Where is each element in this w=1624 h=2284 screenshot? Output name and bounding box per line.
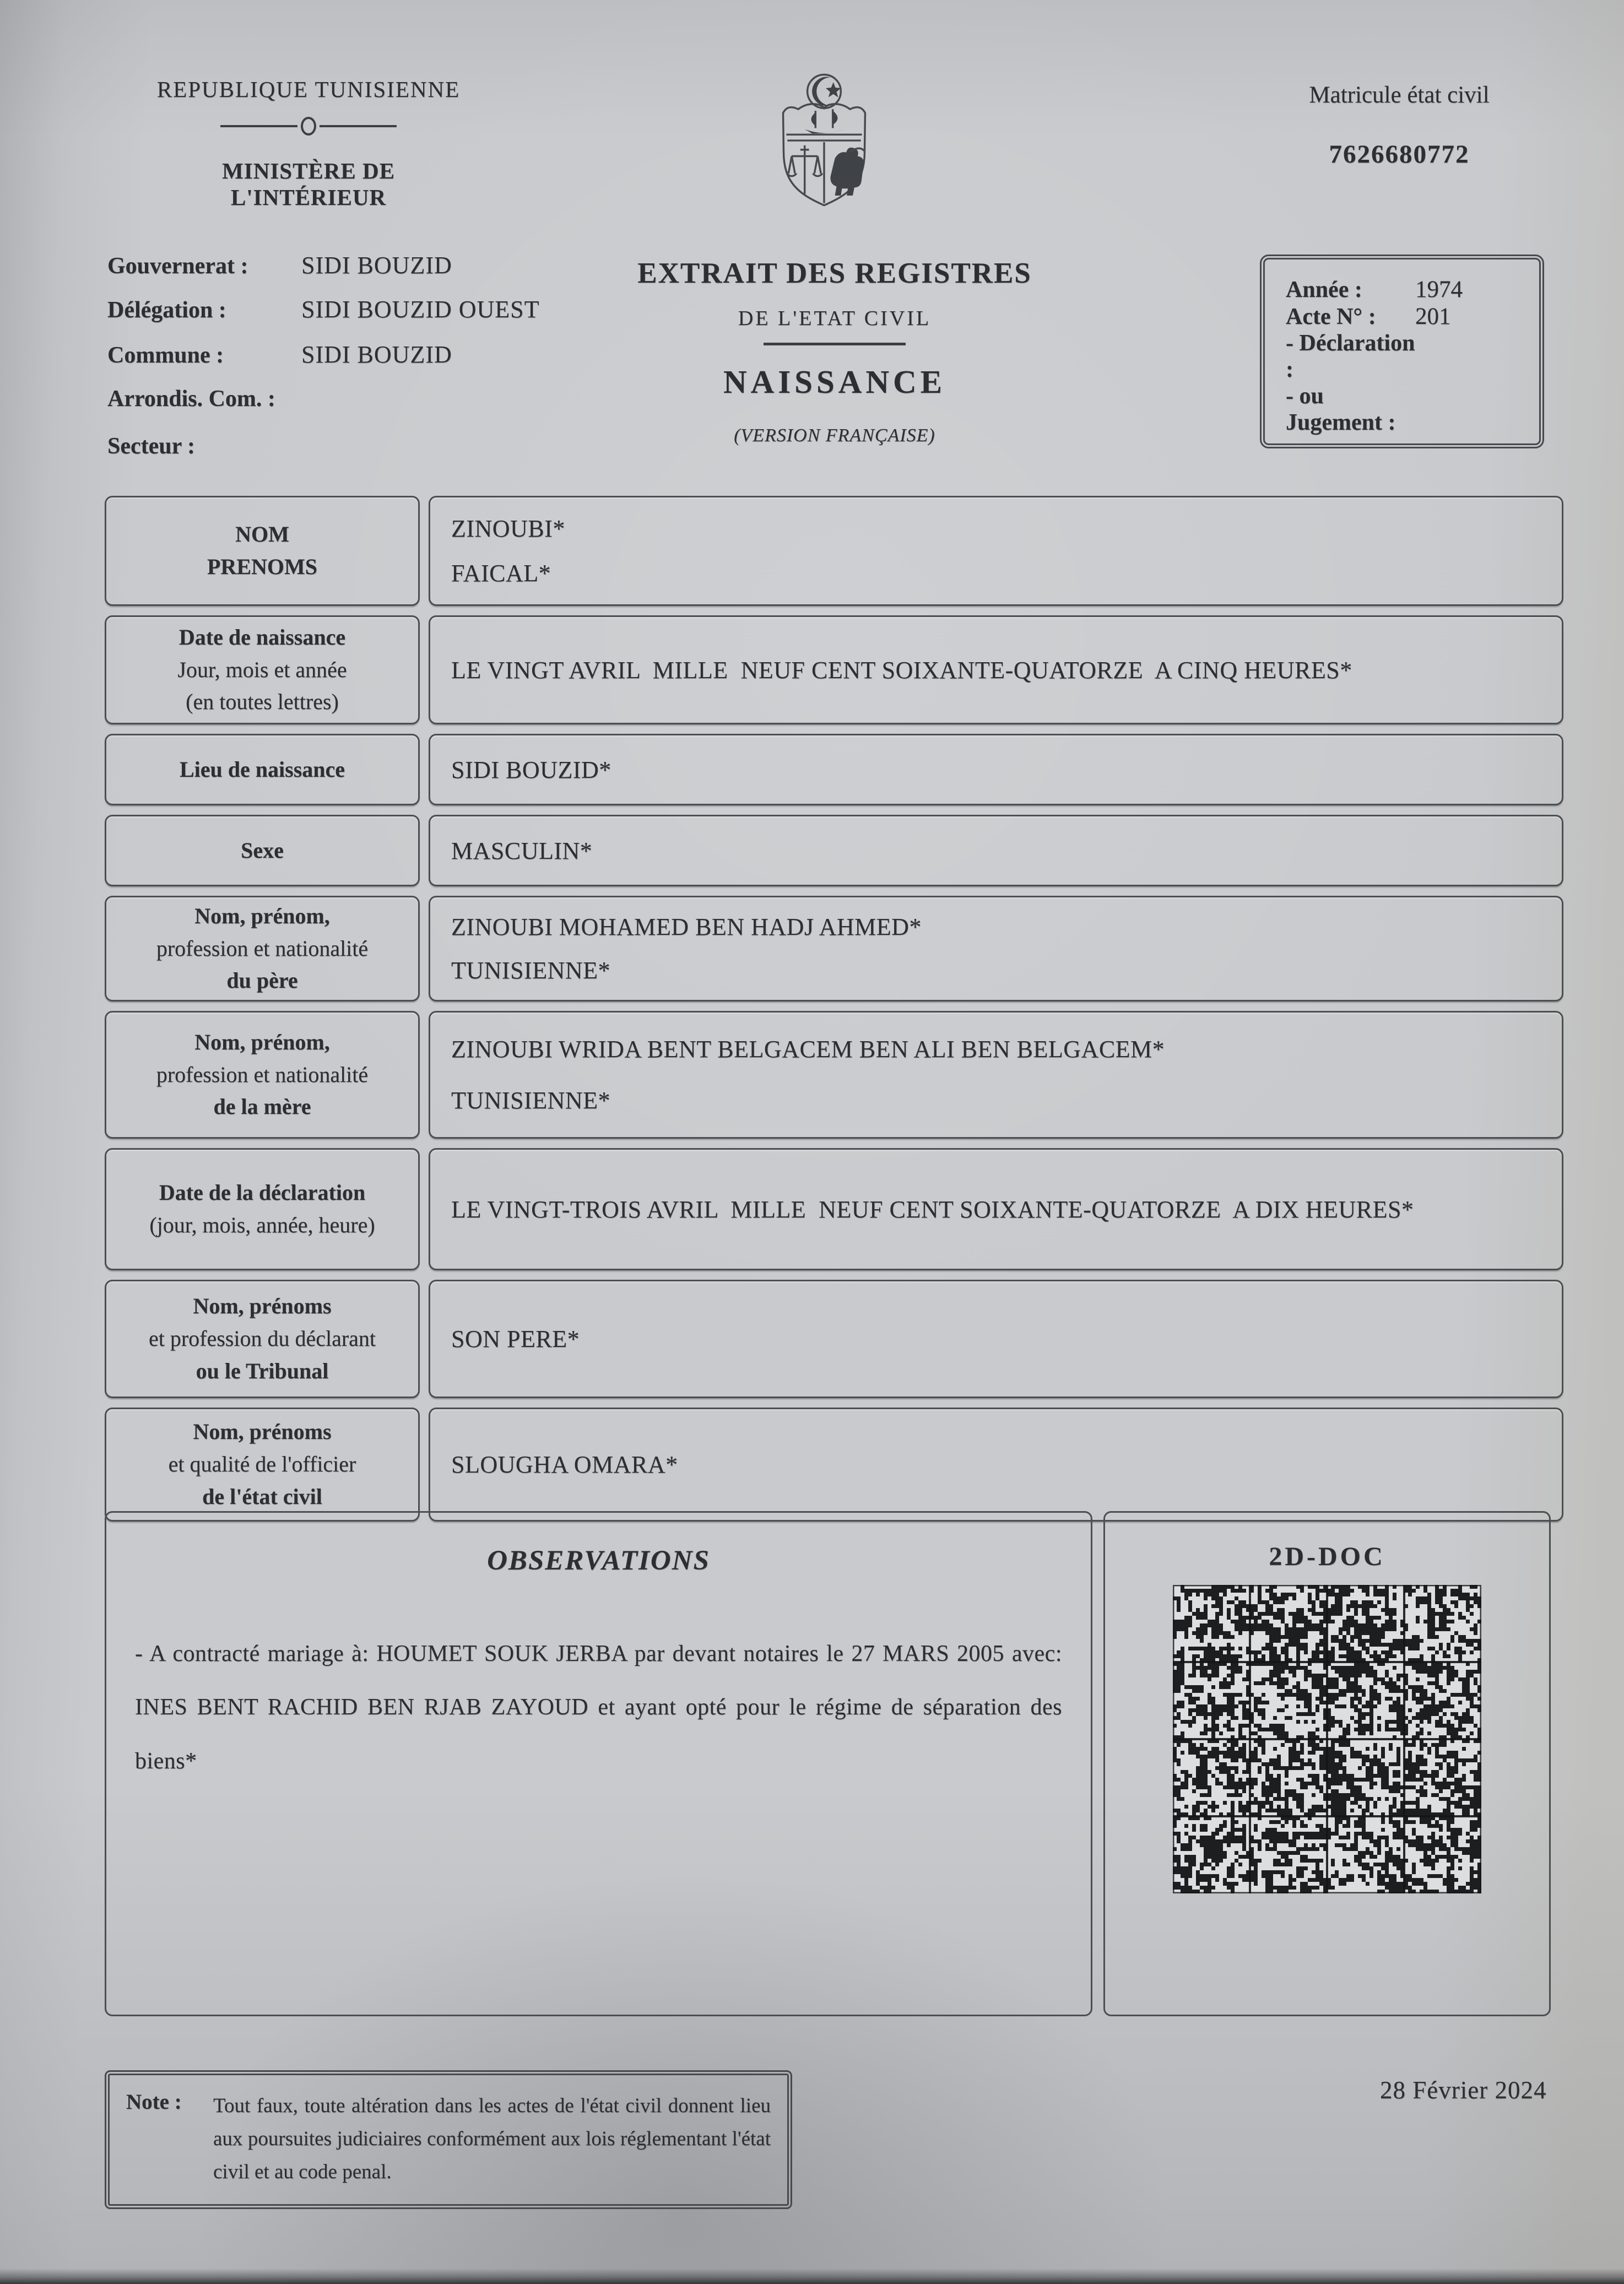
admin-line [107,433,301,459]
row-value-box [429,615,1563,724]
admin-value: SIDI BOUZID [301,252,452,279]
note-text: Tout faux, toute altération dans les actes de l'état civil donnent lieu aux poursuites judiciaires conformément aux lois réglementant l'état civil et au code penal. [213,2094,771,2183]
row-label-line: Date de naissance [178,624,346,650]
row-value: FAICAL* [451,560,551,587]
row-label-line: Nom, prénoms [193,1293,332,1319]
admin-value: SIDI BOUZID [301,341,452,368]
row-label-line: NOM [235,522,289,547]
row-label-line: (en toutes lettres) [186,689,339,715]
admin-label: Délégation : [107,297,226,323]
barcode-box [1103,1511,1551,2016]
table-row [105,1408,1563,1522]
table-row [105,496,1563,606]
row-label-line: Nom, prénom, [194,903,330,928]
acte-label: Acte N° : [1286,304,1376,329]
row-label-box [105,1011,420,1139]
row-label-line: de la mère [213,1094,311,1119]
row-value: LE VINGT-TROIS AVRIL MILLE NEUF CENT SOIXANTE-QUATORZE A DIX HEURES* [451,1195,1414,1223]
acte-value: 1974 [1415,277,1463,302]
matricule-value: 7626680772 [1329,140,1470,169]
republic-title: REPUBLIQUE TUNISIENNE [156,77,461,102]
table-row [105,815,1563,886]
table-row [105,1280,1563,1398]
header-divider [220,117,397,136]
acte-line [1286,276,1518,303]
photo-bottom-edge [0,2269,1624,2284]
observations-title: OBSERVATIONS [487,1545,710,1576]
tunisia-coat-of-arms-icon [770,69,878,216]
matricule-label: Matricule état civil [1309,82,1490,108]
issue-date: 28 Février 2024 [1380,2076,1547,2104]
table-row [105,615,1563,724]
legal-note-box [105,2070,792,2209]
main-table [105,496,1563,1531]
row-label-box [105,1280,420,1398]
2d-doc-barcode [1173,1585,1481,1893]
divider-ornament-icon [301,117,316,136]
row-label-line: et profession du déclarant [148,1326,376,1351]
row-label-line: du père [226,968,298,993]
acte-value: 201 [1415,304,1451,329]
acte-reference-box [1260,255,1544,448]
acte-line [1286,303,1518,330]
row-label-line: Sexe [241,837,284,863]
note-label: Note : [126,2090,182,2114]
row-label-line: profession et nationalité [156,935,369,961]
row-label-line: et qualité de l'officier [168,1452,356,1477]
row-value-box [429,1280,1563,1398]
row-value-box [429,815,1563,886]
admin-line [107,295,540,323]
acte-label: Année : [1286,277,1362,302]
row-label-line: profession et nationalité [156,1062,369,1087]
row-value: ZINOUBI* [451,515,565,542]
row-value-box [429,496,1563,606]
row-value: SLOUGHA OMARA* [451,1451,678,1478]
admin-line [107,251,452,279]
ministry-title: MINISTÈRE DE L'INTÉRIEUR [222,158,395,210]
title-naissance: NAISSANCE [723,364,946,400]
row-value: MASCULIN* [451,837,593,864]
row-label-box [105,734,420,805]
row-label-box [105,1408,420,1522]
row-label-line: Jour, mois et année [177,657,347,682]
admin-line [107,340,452,369]
row-label-line: de l'état civil [202,1484,322,1509]
row-label-box [105,496,420,606]
row-value: LE VINGT AVRIL MILLE NEUF CENT SOIXANTE-QUATORZE A CINQ HEURES* [451,656,1352,684]
table-row [105,1011,1563,1139]
row-label-line: Nom, prénoms [193,1419,332,1444]
row-value-box [429,1148,1563,1270]
observations-text: - A contracté mariage à: HOUMET SOUK JERBA par devant notaires le 27 MARS 2005 avec: INES BENT RACHID BEN RJAB ZAYOUD et ayant opté pour le régime de séparation des biens* [135,1641,1062,1774]
admin-label: Secteur : [107,434,195,459]
title-etat-civil: DE L'ETAT CIVIL [738,307,932,330]
barcode-label: 2D-DOC [1269,1542,1385,1571]
row-label-line: Nom, prénom, [194,1029,330,1054]
header-left [151,76,465,210]
row-label-line: (jour, mois, année, heure) [149,1213,375,1237]
admin-label: Gouvernerat : [107,253,248,279]
observations-box [105,1511,1092,2016]
row-label-box [105,615,420,724]
admin-line [107,386,301,412]
acte-label: - ou Jugement : [1286,383,1396,435]
row-value: TUNISIENNE* [451,1086,611,1114]
table-row [105,734,1563,805]
row-value-box [429,896,1563,1002]
acte-line [1286,330,1518,383]
row-value: ZINOUBI WRIDA BENT BELGACEM BEN ALI BEN BELGACEM* [451,1036,1165,1063]
header-right [1278,82,1520,169]
row-value: SIDI BOUZID* [451,756,611,783]
table-row [105,1148,1563,1270]
document-title-block [581,257,1088,446]
row-label-line: ou le Tribunal [196,1358,329,1383]
row-label-line: PRENOMS [207,554,317,579]
acte-line [1286,383,1518,436]
admin-label: Commune : [107,343,224,368]
row-value-box [429,1011,1563,1139]
title-extrait: EXTRAIT DES REGISTRES [637,257,1032,289]
row-value: SON PERE* [451,1325,580,1352]
row-value-box [429,734,1563,805]
row-label-box [105,1148,420,1270]
row-label-line: Lieu de naissance [179,756,345,782]
row-value: TUNISIENNE* [451,957,611,984]
table-row [105,896,1563,1002]
row-value: ZINOUBI MOHAMED BEN HADJ AHMED* [451,913,922,940]
row-label-box [105,815,420,886]
admin-value: SIDI BOUZID OUEST [301,296,540,323]
acte-label: - Déclaration : [1286,331,1415,382]
title-version: (VERSION FRANÇAISE) [734,425,935,446]
row-value-box [429,1408,1563,1522]
row-label-box [105,896,420,1002]
title-rule [764,343,906,345]
row-label-line: Date de la déclaration [159,1180,366,1205]
admin-label: Arrondis. Com. : [107,386,275,412]
